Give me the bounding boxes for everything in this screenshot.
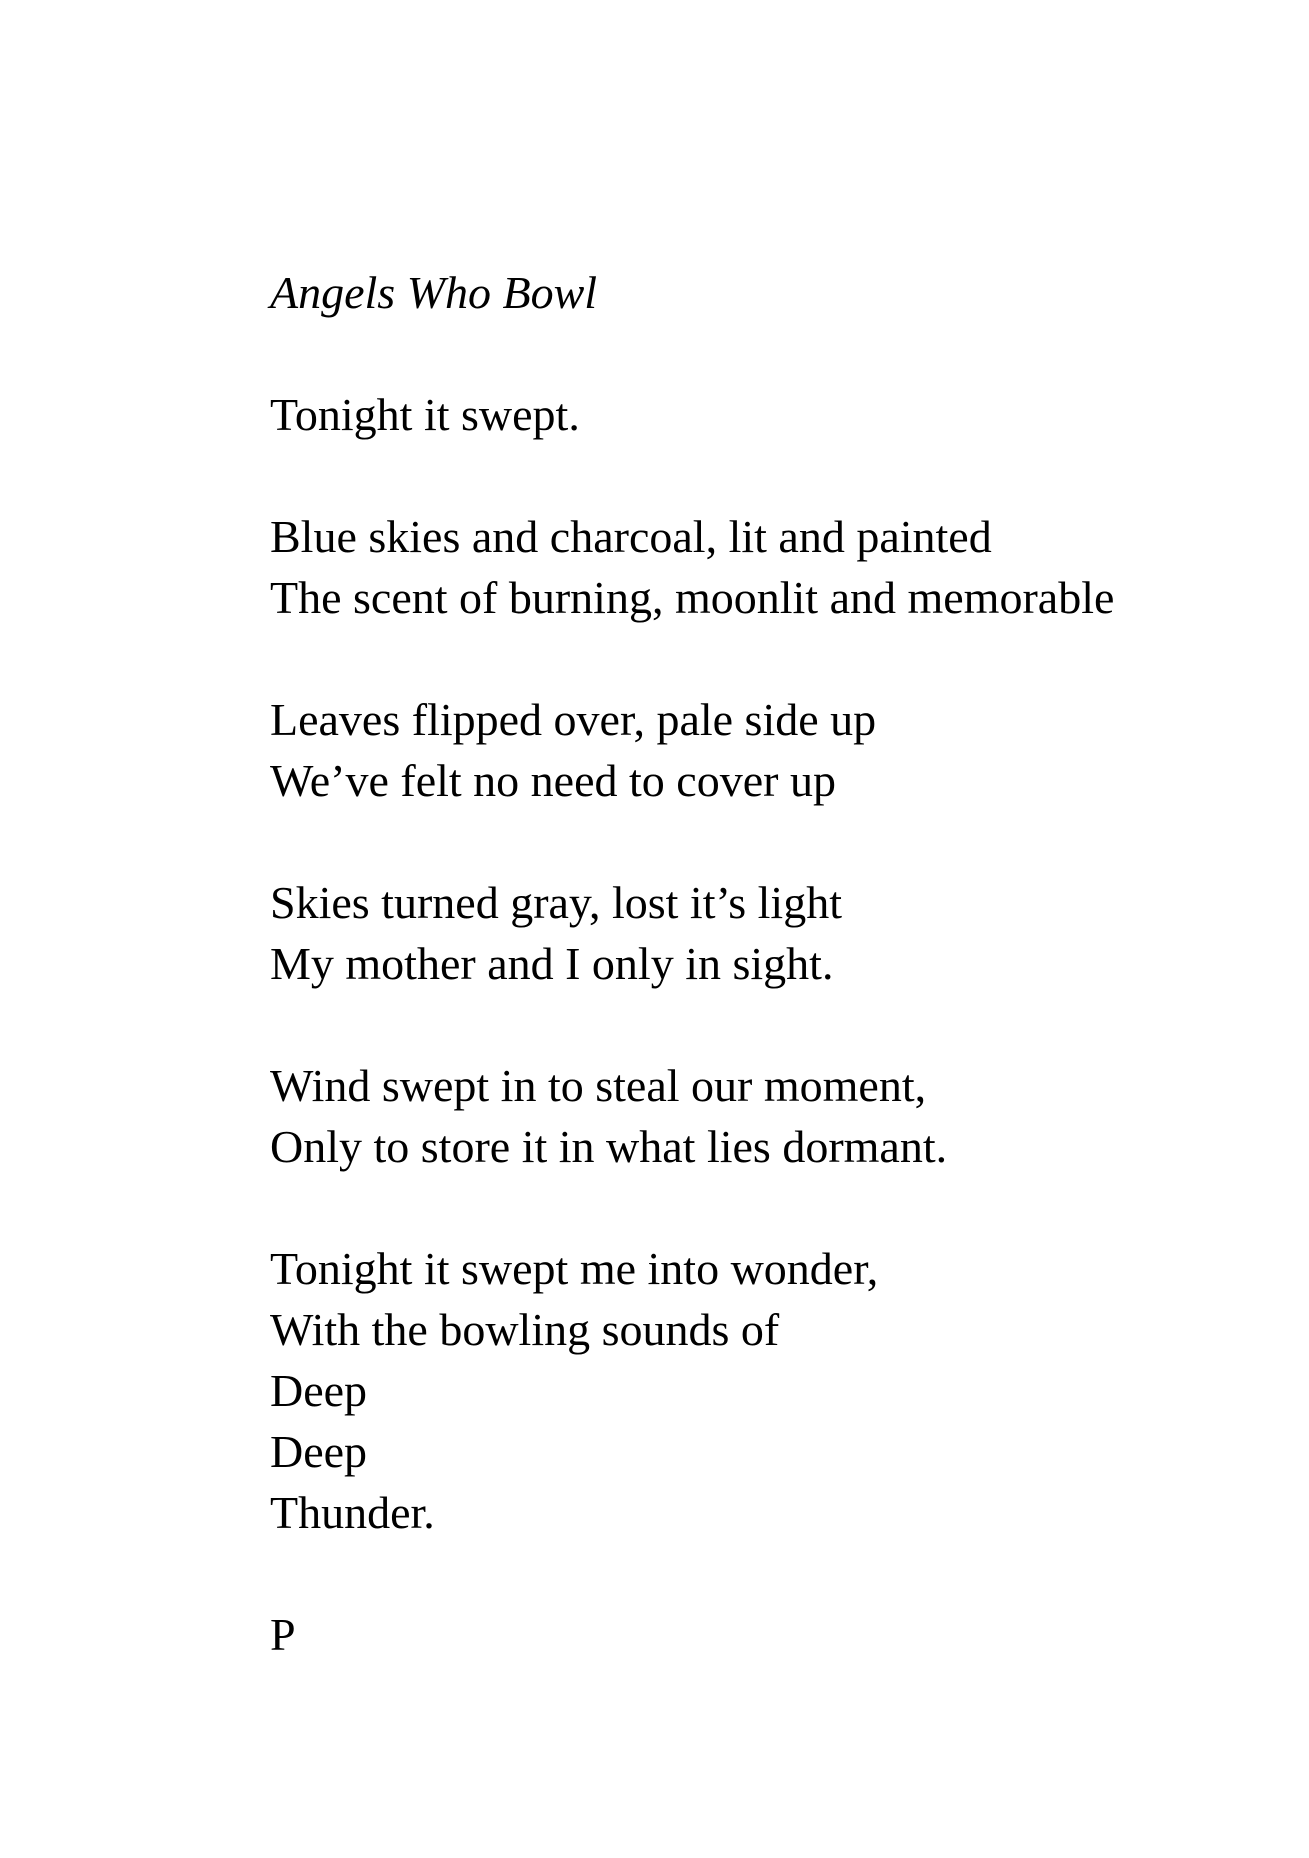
poem-line: We’ve felt no need to cover up <box>270 755 836 806</box>
poem-line: Skies turned gray, lost it’s light <box>270 877 842 928</box>
stanza-gap <box>270 1543 1230 1604</box>
stanza-gap <box>270 628 1230 689</box>
stanza-2 <box>270 506 1230 628</box>
poem-line: My mother and I only in sight. <box>270 938 834 989</box>
poem-line: Wind swept in to steal our moment, <box>270 1060 927 1111</box>
poem-line: Tonight it swept me into wonder, <box>270 1243 879 1294</box>
stanza-3 <box>270 689 1230 811</box>
stanza-gap <box>270 1177 1230 1238</box>
stanza-4 <box>270 872 1230 994</box>
stanza-1 <box>270 384 1230 445</box>
poem-line: The scent of burning, moonlit and memorable <box>270 572 1115 623</box>
poem-line: Tonight it swept. <box>270 389 580 440</box>
poem-line: Only to store it in what lies dormant. <box>270 1121 948 1172</box>
stanza-6 <box>270 1238 1230 1543</box>
poem-line: Deep <box>270 1365 368 1416</box>
stanza-gap <box>270 323 1230 384</box>
poem-line: With the bowling sounds of <box>270 1304 780 1355</box>
stanza-5 <box>270 1055 1230 1177</box>
poem-title: Angels Who Bowl <box>270 267 598 318</box>
poem-signature: P <box>270 1609 296 1660</box>
poem-line: Thunder. <box>270 1487 435 1538</box>
stanza-gap <box>270 994 1230 1055</box>
stanza-gap <box>270 445 1230 506</box>
stanza-gap <box>270 811 1230 872</box>
poem-line: Leaves flipped over, pale side up <box>270 694 877 745</box>
poem <box>270 262 1230 1665</box>
poem-line: Deep <box>270 1426 368 1477</box>
poem-line: Blue skies and charcoal, lit and painted <box>270 511 992 562</box>
